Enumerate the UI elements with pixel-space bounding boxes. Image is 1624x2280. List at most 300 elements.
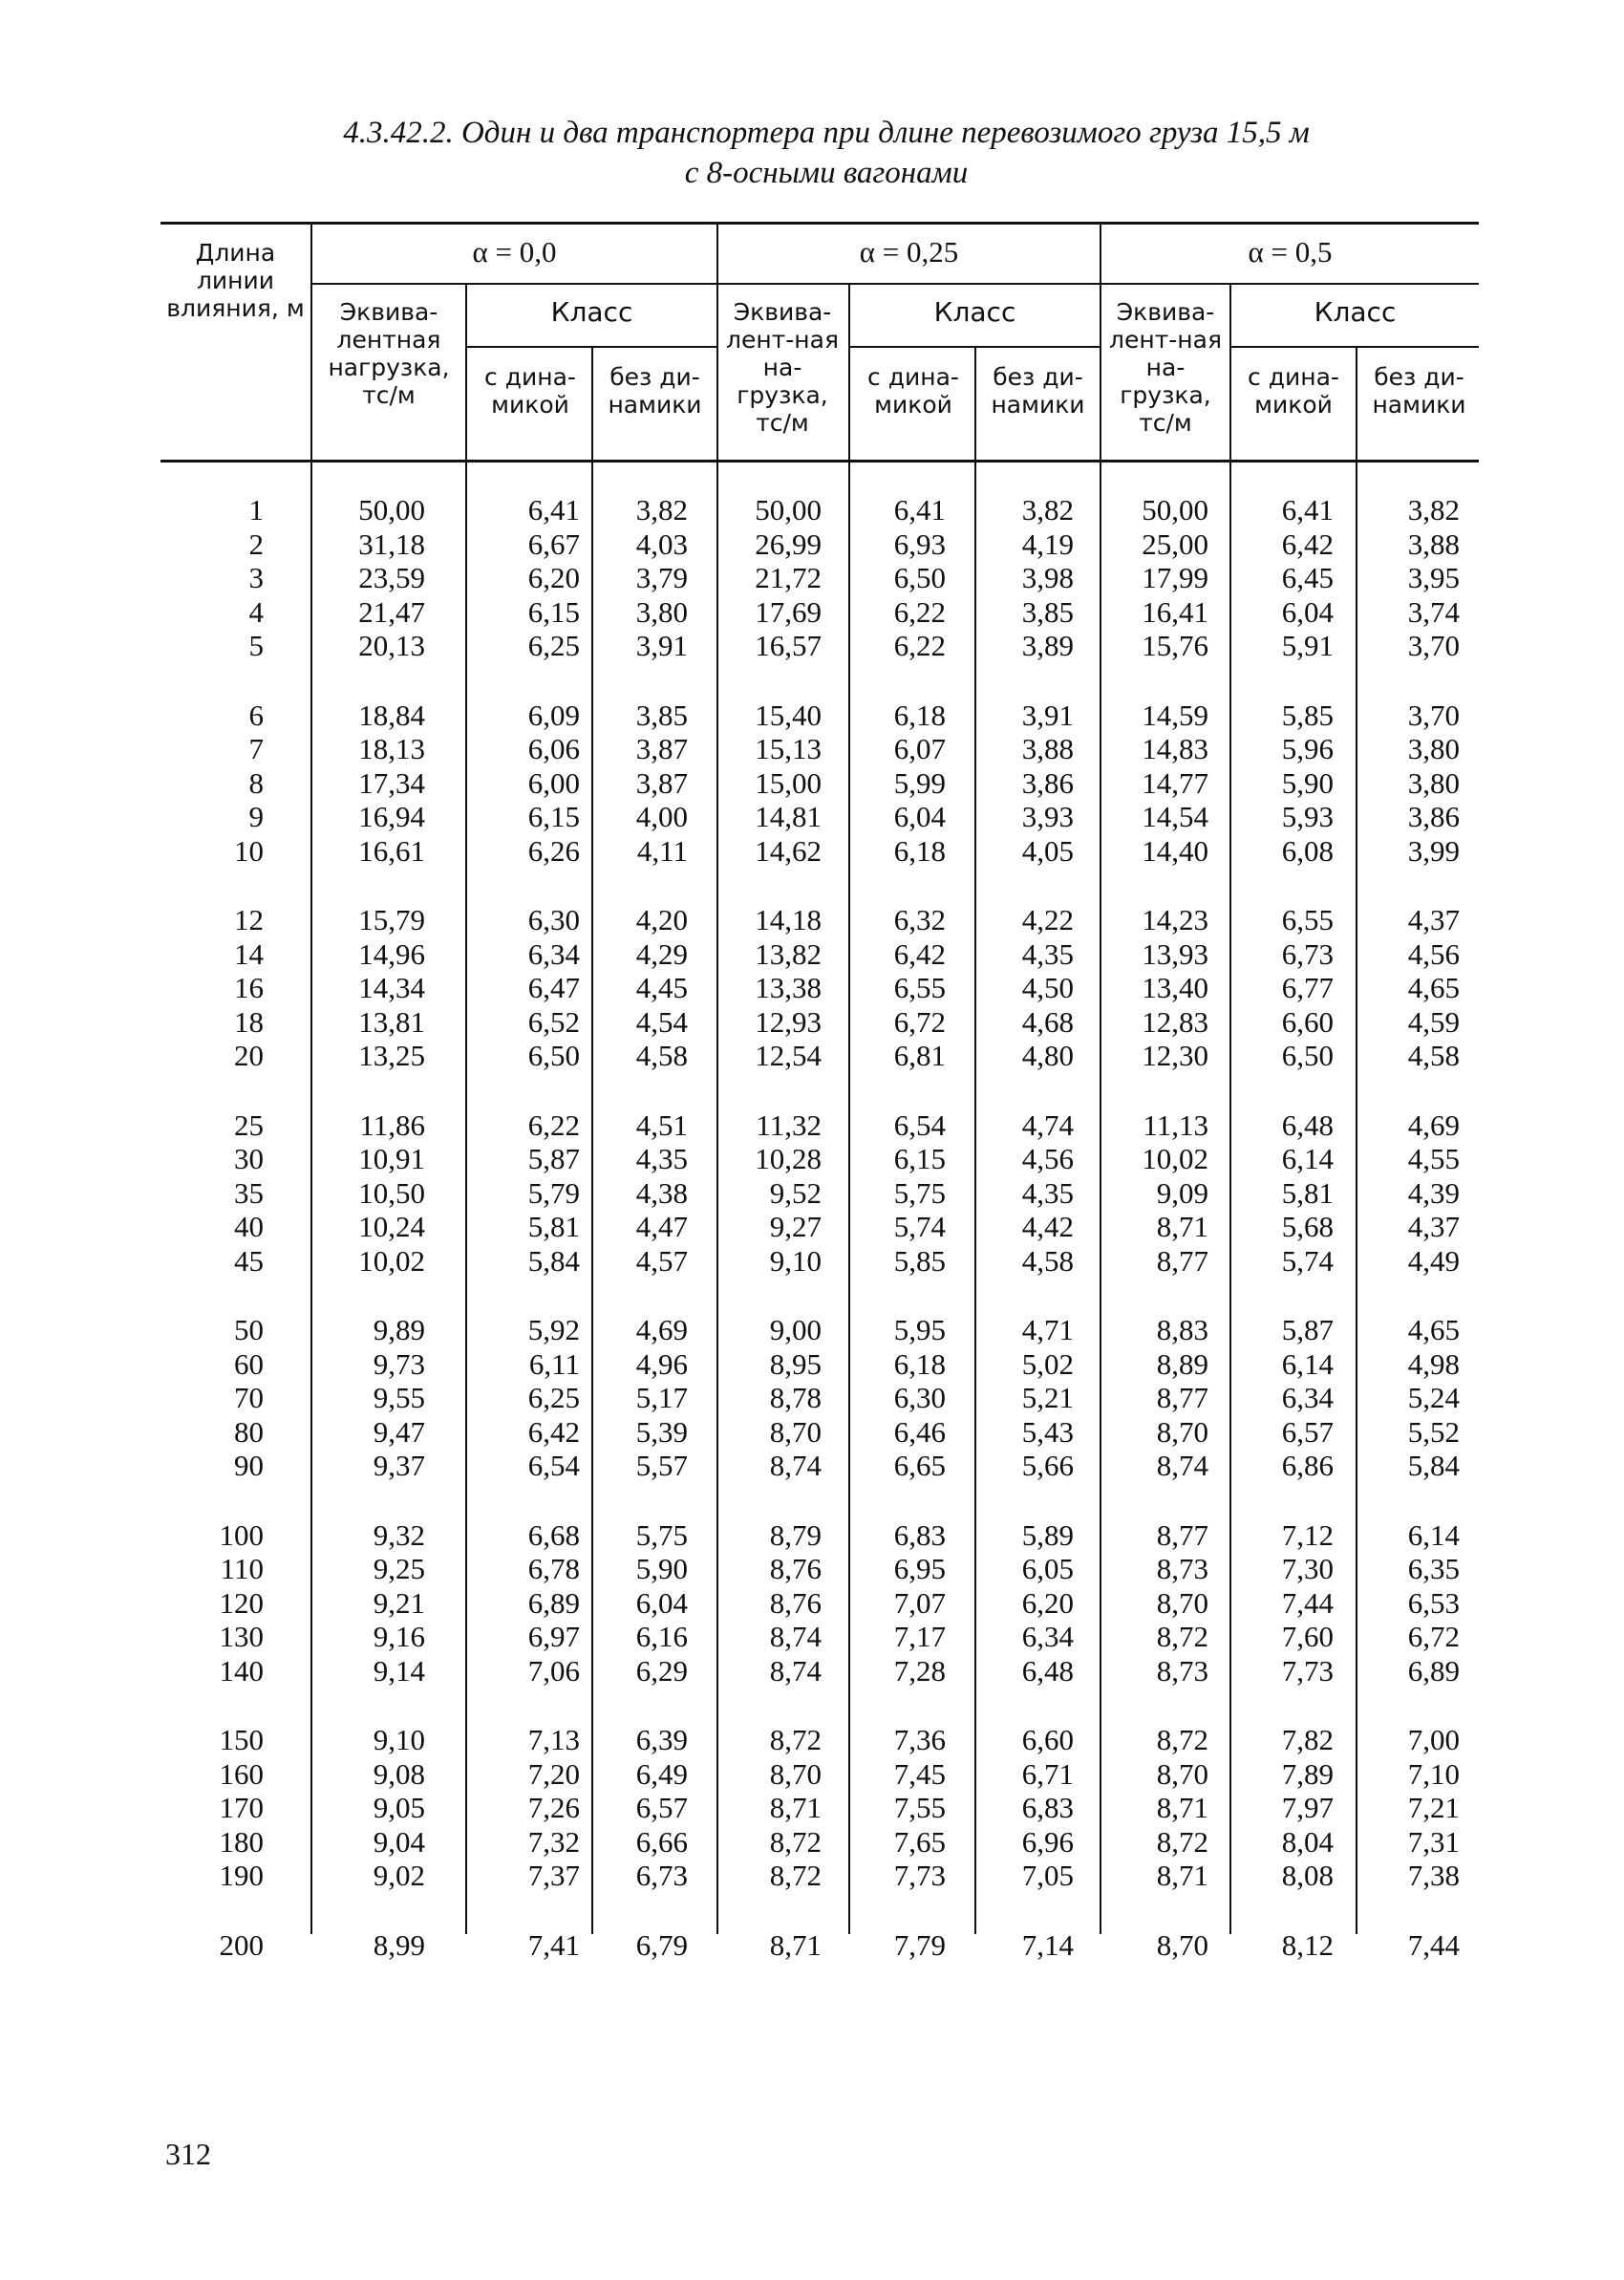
cell-equiv-a05: 14,23 bbox=[1142, 903, 1208, 936]
cell-no-dyn-a0: 4,03 bbox=[635, 527, 688, 561]
cell-with-dyn-a0: 6,06 bbox=[527, 732, 580, 766]
cell-no-dyn-a0: 3,87 bbox=[635, 765, 688, 800]
cell-equiv-a0: 9,04 bbox=[373, 1824, 425, 1859]
cell-no-dyn-a0: 6,49 bbox=[635, 1756, 688, 1791]
cell-equiv-a05: 9,09 bbox=[1156, 1175, 1208, 1210]
cell-equiv-a0: 9,55 bbox=[373, 1381, 425, 1415]
cell-length: 80 bbox=[234, 1414, 264, 1449]
cell-with-dyn-a05: 5,87 bbox=[1281, 1313, 1334, 1346]
cell-length: 180 bbox=[219, 1824, 264, 1859]
cell-with-dyn-a05: 6,77 bbox=[1281, 971, 1334, 1005]
table-title bbox=[0, 113, 1624, 193]
cell-equiv-a025: 14,81 bbox=[755, 800, 822, 834]
cell-equiv-a05: 8,77 bbox=[1156, 1517, 1208, 1552]
cell-no-dyn-a05: 4,65 bbox=[1407, 971, 1460, 1005]
header-equiv-load-0: Эквива-лентная нагрузка, тс/м bbox=[328, 298, 450, 409]
cell-no-dyn-a025: 6,48 bbox=[1021, 1653, 1074, 1688]
cell-equiv-a0: 31,18 bbox=[358, 527, 425, 561]
cell-equiv-a0: 16,94 bbox=[358, 800, 425, 834]
cell-no-dyn-a05: 7,44 bbox=[1407, 1927, 1460, 1962]
cell-with-dyn-a0: 6,15 bbox=[527, 594, 580, 629]
cell-with-dyn-a025: 6,95 bbox=[893, 1552, 946, 1586]
cell-no-dyn-a025: 3,85 bbox=[1021, 594, 1074, 629]
cell-length: 130 bbox=[219, 1620, 264, 1654]
cell-no-dyn-a025: 4,68 bbox=[1021, 1004, 1074, 1039]
cell-equiv-a05: 8,71 bbox=[1156, 1791, 1208, 1825]
cell-no-dyn-a05: 7,10 bbox=[1407, 1756, 1460, 1791]
header-alpha-05: α = 0,5 bbox=[1248, 235, 1333, 269]
cell-equiv-a05: 14,59 bbox=[1142, 698, 1208, 732]
cell-equiv-a0: 9,08 bbox=[373, 1756, 425, 1791]
cell-no-dyn-a0: 6,57 bbox=[635, 1791, 688, 1825]
cell-equiv-a0: 9,37 bbox=[373, 1449, 425, 1483]
cell-with-dyn-a025: 7,28 bbox=[893, 1653, 946, 1688]
cell-equiv-a05: 8,73 bbox=[1156, 1653, 1208, 1688]
cell-with-dyn-a0: 5,87 bbox=[527, 1142, 580, 1176]
cell-equiv-a0: 10,91 bbox=[358, 1142, 425, 1176]
header-no-dynamics-0: без ди-намики bbox=[608, 363, 702, 419]
cell-with-dyn-a025: 6,55 bbox=[893, 971, 946, 1005]
cell-equiv-a0: 20,13 bbox=[358, 629, 425, 663]
cell-with-dyn-a025: 7,65 bbox=[893, 1824, 946, 1859]
cell-with-dyn-a05: 6,42 bbox=[1281, 527, 1334, 561]
cell-length: 9 bbox=[248, 800, 264, 834]
cell-with-dyn-a05: 7,73 bbox=[1281, 1653, 1334, 1688]
cell-length: 60 bbox=[234, 1346, 264, 1381]
cell-no-dyn-a025: 4,42 bbox=[1021, 1210, 1074, 1244]
cell-with-dyn-a025: 6,18 bbox=[893, 1346, 946, 1381]
rule-top bbox=[160, 222, 1479, 225]
cell-no-dyn-a025: 6,20 bbox=[1021, 1585, 1074, 1620]
cell-no-dyn-a0: 4,29 bbox=[635, 936, 688, 971]
cell-with-dyn-a025: 7,36 bbox=[893, 1723, 946, 1756]
cell-no-dyn-a025: 7,05 bbox=[1021, 1859, 1074, 1893]
cell-equiv-a05: 8,77 bbox=[1156, 1243, 1208, 1278]
cell-no-dyn-a025: 3,82 bbox=[1021, 493, 1074, 527]
cell-length: 160 bbox=[219, 1756, 264, 1791]
cell-equiv-a0: 9,05 bbox=[373, 1791, 425, 1825]
cell-equiv-a05: 25,00 bbox=[1142, 527, 1208, 561]
cell-with-dyn-a025: 6,72 bbox=[893, 1004, 946, 1039]
cell-no-dyn-a025: 3,91 bbox=[1021, 698, 1074, 732]
cell-no-dyn-a0: 5,75 bbox=[635, 1517, 688, 1552]
cell-no-dyn-a025: 4,80 bbox=[1021, 1039, 1074, 1073]
cell-with-dyn-a0: 6,22 bbox=[527, 1108, 580, 1142]
cell-equiv-a0: 10,24 bbox=[358, 1210, 425, 1244]
cell-no-dyn-a0: 6,16 bbox=[635, 1620, 688, 1654]
cell-with-dyn-a0: 6,52 bbox=[527, 1004, 580, 1039]
cell-with-dyn-a0: 6,00 bbox=[527, 765, 580, 800]
cell-equiv-a025: 13,38 bbox=[755, 971, 822, 1005]
cell-no-dyn-a05: 4,49 bbox=[1407, 1243, 1460, 1278]
cell-with-dyn-a0: 6,30 bbox=[527, 903, 580, 936]
cell-equiv-a05: 8,73 bbox=[1156, 1552, 1208, 1586]
cell-equiv-a05: 15,76 bbox=[1142, 629, 1208, 663]
cell-with-dyn-a0: 6,34 bbox=[527, 936, 580, 971]
cell-no-dyn-a05: 5,84 bbox=[1407, 1449, 1460, 1483]
cell-equiv-a0: 9,47 bbox=[373, 1414, 425, 1449]
cell-with-dyn-a0: 6,25 bbox=[527, 1381, 580, 1415]
cell-no-dyn-a025: 3,88 bbox=[1021, 732, 1074, 766]
cell-with-dyn-a05: 8,12 bbox=[1281, 1927, 1334, 1962]
cell-with-dyn-a0: 7,13 bbox=[527, 1723, 580, 1756]
cell-with-dyn-a0: 6,68 bbox=[527, 1517, 580, 1552]
cell-no-dyn-a0: 4,00 bbox=[635, 800, 688, 834]
cell-with-dyn-a05: 5,91 bbox=[1281, 629, 1334, 663]
cell-equiv-a025: 15,13 bbox=[755, 732, 822, 766]
cell-with-dyn-a05: 7,60 bbox=[1281, 1620, 1334, 1654]
cell-equiv-a025: 50,00 bbox=[755, 493, 822, 527]
cell-no-dyn-a0: 5,90 bbox=[635, 1552, 688, 1586]
cell-equiv-a05: 8,70 bbox=[1156, 1414, 1208, 1449]
cell-no-dyn-a025: 5,89 bbox=[1021, 1517, 1074, 1552]
cell-equiv-a05: 13,93 bbox=[1142, 936, 1208, 971]
cell-equiv-a025: 8,71 bbox=[769, 1927, 822, 1962]
cell-no-dyn-a05: 4,59 bbox=[1407, 1004, 1460, 1039]
cell-no-dyn-a05: 6,35 bbox=[1407, 1552, 1460, 1586]
cell-no-dyn-a05: 3,70 bbox=[1407, 629, 1460, 663]
cell-length: 7 bbox=[248, 732, 264, 766]
cell-with-dyn-a05: 7,82 bbox=[1281, 1723, 1334, 1756]
cell-equiv-a025: 26,99 bbox=[755, 527, 822, 561]
cell-no-dyn-a05: 3,70 bbox=[1407, 698, 1460, 732]
cell-equiv-a05: 11,13 bbox=[1143, 1108, 1208, 1142]
title-line-2: с 8-осными вагонами bbox=[684, 156, 969, 190]
cell-with-dyn-a025: 7,73 bbox=[893, 1859, 946, 1893]
cell-equiv-a0: 9,16 bbox=[373, 1620, 425, 1654]
cell-length: 50 bbox=[234, 1313, 264, 1346]
cell-no-dyn-a05: 6,72 bbox=[1407, 1620, 1460, 1654]
cell-with-dyn-a05: 7,12 bbox=[1281, 1517, 1334, 1552]
cell-no-dyn-a05: 4,37 bbox=[1407, 1210, 1460, 1244]
cell-length: 100 bbox=[219, 1517, 264, 1552]
cell-equiv-a025: 10,28 bbox=[755, 1142, 822, 1176]
cell-with-dyn-a05: 5,96 bbox=[1281, 732, 1334, 766]
cell-no-dyn-a0: 4,58 bbox=[635, 1039, 688, 1073]
cell-equiv-a0: 9,10 bbox=[373, 1723, 425, 1756]
header-class-0: Класс bbox=[550, 296, 633, 328]
cell-equiv-a05: 8,74 bbox=[1156, 1449, 1208, 1483]
cell-no-dyn-a05: 4,55 bbox=[1407, 1142, 1460, 1176]
cell-equiv-a025: 12,93 bbox=[755, 1004, 822, 1039]
cell-with-dyn-a0: 6,41 bbox=[527, 493, 580, 527]
cell-with-dyn-a05: 6,60 bbox=[1281, 1004, 1334, 1039]
cell-equiv-a05: 8,72 bbox=[1156, 1723, 1208, 1756]
cell-with-dyn-a0: 5,81 bbox=[527, 1210, 580, 1244]
cell-equiv-a025: 8,72 bbox=[769, 1824, 822, 1859]
cell-length: 5 bbox=[248, 629, 264, 663]
cell-no-dyn-a025: 6,34 bbox=[1021, 1620, 1074, 1654]
cell-with-dyn-a025: 6,30 bbox=[893, 1381, 946, 1415]
cell-equiv-a025: 14,62 bbox=[755, 833, 822, 868]
cell-with-dyn-a0: 6,26 bbox=[527, 833, 580, 868]
cell-length: 1 bbox=[248, 493, 264, 527]
cell-no-dyn-a025: 3,89 bbox=[1021, 629, 1074, 663]
cell-no-dyn-a0: 5,39 bbox=[635, 1414, 688, 1449]
cell-no-dyn-a0: 4,38 bbox=[635, 1175, 688, 1210]
cell-equiv-a0: 15,79 bbox=[358, 903, 425, 936]
cell-no-dyn-a025: 4,74 bbox=[1021, 1108, 1074, 1142]
cell-equiv-a025: 8,74 bbox=[769, 1653, 822, 1688]
cell-equiv-a0: 9,14 bbox=[373, 1653, 425, 1688]
cell-equiv-a0: 18,13 bbox=[358, 732, 425, 766]
cell-no-dyn-a0: 5,57 bbox=[635, 1449, 688, 1483]
cell-equiv-a025: 8,72 bbox=[769, 1723, 822, 1756]
cell-equiv-a025: 17,69 bbox=[755, 594, 822, 629]
cell-length: 120 bbox=[219, 1585, 264, 1620]
header-no-dynamics-025: без ди-намики bbox=[991, 363, 1085, 419]
cell-no-dyn-a0: 6,04 bbox=[635, 1585, 688, 1620]
header-length: Длина линии влияния, м bbox=[166, 239, 305, 322]
cell-equiv-a05: 8,70 bbox=[1156, 1585, 1208, 1620]
cell-no-dyn-a0: 4,45 bbox=[635, 971, 688, 1005]
cell-with-dyn-a05: 6,55 bbox=[1281, 903, 1334, 936]
cell-equiv-a05: 8,70 bbox=[1156, 1927, 1208, 1962]
cell-equiv-a0: 13,25 bbox=[358, 1039, 425, 1073]
cell-with-dyn-a05: 5,90 bbox=[1281, 765, 1334, 800]
cell-no-dyn-a025: 5,43 bbox=[1021, 1414, 1074, 1449]
cell-with-dyn-a05: 6,04 bbox=[1281, 594, 1334, 629]
cell-equiv-a025: 9,27 bbox=[769, 1210, 822, 1244]
cell-equiv-a05: 17,99 bbox=[1142, 561, 1208, 595]
cell-with-dyn-a025: 7,79 bbox=[893, 1927, 946, 1962]
cell-with-dyn-a0: 7,41 bbox=[527, 1927, 580, 1962]
cell-length: 8 bbox=[248, 765, 264, 800]
cell-no-dyn-a0: 4,51 bbox=[635, 1108, 688, 1142]
cell-equiv-a0: 9,25 bbox=[373, 1552, 425, 1586]
cell-equiv-a025: 21,72 bbox=[755, 561, 822, 595]
cell-no-dyn-a05: 6,53 bbox=[1407, 1585, 1460, 1620]
cell-with-dyn-a0: 6,97 bbox=[527, 1620, 580, 1654]
cell-with-dyn-a0: 6,42 bbox=[527, 1414, 580, 1449]
cell-with-dyn-a05: 5,81 bbox=[1281, 1175, 1334, 1210]
cell-with-dyn-a0: 6,15 bbox=[527, 800, 580, 834]
cell-with-dyn-a025: 7,55 bbox=[893, 1791, 946, 1825]
cell-no-dyn-a0: 4,35 bbox=[635, 1142, 688, 1176]
cell-no-dyn-a0: 4,20 bbox=[635, 903, 688, 936]
cell-with-dyn-a025: 6,46 bbox=[893, 1414, 946, 1449]
cell-with-dyn-a0: 6,09 bbox=[527, 698, 580, 732]
cell-equiv-a05: 8,72 bbox=[1156, 1620, 1208, 1654]
cell-no-dyn-a025: 4,05 bbox=[1021, 833, 1074, 868]
cell-no-dyn-a025: 6,83 bbox=[1021, 1791, 1074, 1825]
cell-with-dyn-a05: 5,93 bbox=[1281, 800, 1334, 834]
cell-no-dyn-a05: 4,98 bbox=[1407, 1346, 1460, 1381]
cell-no-dyn-a0: 3,85 bbox=[635, 698, 688, 732]
cell-length: 14 bbox=[234, 936, 264, 971]
header-no-dynamics-05: без ди-намики bbox=[1372, 363, 1466, 419]
cell-no-dyn-a025: 3,98 bbox=[1021, 561, 1074, 595]
header-alpha-0: α = 0,0 bbox=[472, 235, 557, 269]
cell-with-dyn-a05: 6,73 bbox=[1281, 936, 1334, 971]
cell-no-dyn-a05: 4,56 bbox=[1407, 936, 1460, 971]
cell-with-dyn-a05: 6,50 bbox=[1281, 1039, 1334, 1073]
cell-equiv-a0: 9,73 bbox=[373, 1346, 425, 1381]
cell-with-dyn-a05: 6,08 bbox=[1281, 833, 1334, 868]
cell-no-dyn-a0: 4,11 bbox=[636, 833, 688, 868]
cell-equiv-a025: 11,32 bbox=[756, 1108, 822, 1142]
cell-with-dyn-a05: 8,04 bbox=[1281, 1824, 1334, 1859]
cell-with-dyn-a025: 6,32 bbox=[893, 903, 946, 936]
cell-no-dyn-a025: 4,22 bbox=[1021, 903, 1074, 936]
cell-length: 190 bbox=[219, 1859, 264, 1893]
cell-with-dyn-a05: 5,68 bbox=[1281, 1210, 1334, 1244]
cell-equiv-a0: 10,50 bbox=[358, 1175, 425, 1210]
cell-with-dyn-a025: 6,81 bbox=[893, 1039, 946, 1073]
cell-with-dyn-a025: 6,41 bbox=[893, 493, 946, 527]
cell-no-dyn-a0: 6,66 bbox=[635, 1824, 688, 1859]
cell-equiv-a05: 8,71 bbox=[1156, 1859, 1208, 1893]
cell-equiv-a025: 8,74 bbox=[769, 1620, 822, 1654]
cell-equiv-a025: 15,40 bbox=[755, 698, 822, 732]
cell-with-dyn-a05: 7,89 bbox=[1281, 1756, 1334, 1791]
cell-equiv-a025: 9,00 bbox=[769, 1313, 822, 1346]
cell-no-dyn-a0: 6,29 bbox=[635, 1653, 688, 1688]
cell-no-dyn-a0: 4,47 bbox=[635, 1210, 688, 1244]
cell-equiv-a05: 8,70 bbox=[1156, 1756, 1208, 1791]
rule-class-3 bbox=[1229, 346, 1479, 348]
cell-no-dyn-a0: 3,91 bbox=[635, 629, 688, 663]
cell-no-dyn-a0: 6,39 bbox=[635, 1723, 688, 1756]
cell-equiv-a0: 9,89 bbox=[373, 1313, 425, 1346]
header-class-05: Класс bbox=[1314, 296, 1397, 328]
cell-equiv-a025: 8,95 bbox=[769, 1346, 822, 1381]
cell-equiv-a0: 18,84 bbox=[358, 698, 425, 732]
cell-no-dyn-a05: 3,82 bbox=[1407, 493, 1460, 527]
cell-equiv-a025: 16,57 bbox=[755, 629, 822, 663]
cell-equiv-a0: 9,02 bbox=[373, 1859, 425, 1893]
cell-with-dyn-a025: 5,75 bbox=[893, 1175, 946, 1210]
cell-with-dyn-a0: 7,06 bbox=[527, 1653, 580, 1688]
cell-with-dyn-a025: 6,18 bbox=[893, 698, 946, 732]
cell-with-dyn-a0: 7,26 bbox=[527, 1791, 580, 1825]
cell-no-dyn-a05: 3,80 bbox=[1407, 732, 1460, 766]
cell-equiv-a025: 8,79 bbox=[769, 1517, 822, 1552]
cell-length: 200 bbox=[219, 1927, 264, 1962]
cell-equiv-a05: 10,02 bbox=[1142, 1142, 1208, 1176]
cell-with-dyn-a025: 6,42 bbox=[893, 936, 946, 971]
cell-no-dyn-a025: 4,56 bbox=[1021, 1142, 1074, 1176]
cell-no-dyn-a0: 3,79 bbox=[635, 561, 688, 595]
cell-equiv-a05: 12,83 bbox=[1142, 1004, 1208, 1039]
cell-length: 70 bbox=[234, 1381, 264, 1415]
cell-length: 6 bbox=[248, 698, 264, 732]
cell-length: 30 bbox=[234, 1142, 264, 1176]
cell-no-dyn-a05: 3,74 bbox=[1407, 594, 1460, 629]
cell-equiv-a0: 17,34 bbox=[358, 765, 425, 800]
cell-with-dyn-a025: 6,54 bbox=[893, 1108, 946, 1142]
cell-no-dyn-a05: 3,95 bbox=[1407, 561, 1460, 595]
header-equiv-load-025: Эквива-лент-ная на-грузка, тс/м bbox=[726, 298, 839, 437]
cell-equiv-a05: 13,40 bbox=[1142, 971, 1208, 1005]
rule-header-bottom bbox=[160, 460, 1479, 462]
cell-with-dyn-a05: 7,44 bbox=[1281, 1585, 1334, 1620]
cell-equiv-a0: 16,61 bbox=[358, 833, 425, 868]
cell-equiv-a0: 11,86 bbox=[359, 1108, 425, 1142]
cell-equiv-a025: 9,52 bbox=[769, 1175, 822, 1210]
cell-no-dyn-a0: 4,69 bbox=[635, 1313, 688, 1346]
cell-with-dyn-a025: 6,65 bbox=[893, 1449, 946, 1483]
cell-with-dyn-a05: 6,86 bbox=[1281, 1449, 1334, 1483]
cell-equiv-a0: 13,81 bbox=[358, 1004, 425, 1039]
cell-equiv-a0: 23,59 bbox=[358, 561, 425, 595]
cell-with-dyn-a025: 6,50 bbox=[893, 561, 946, 595]
cell-equiv-a025: 9,10 bbox=[769, 1243, 822, 1278]
cell-length: 40 bbox=[234, 1210, 264, 1244]
cell-length: 16 bbox=[234, 971, 264, 1005]
cell-no-dyn-a0: 6,79 bbox=[635, 1927, 688, 1962]
cell-with-dyn-a025: 6,93 bbox=[893, 527, 946, 561]
cell-with-dyn-a025: 6,15 bbox=[893, 1142, 946, 1176]
cell-with-dyn-a0: 6,78 bbox=[527, 1552, 580, 1586]
cell-equiv-a025: 8,70 bbox=[769, 1414, 822, 1449]
cell-no-dyn-a05: 3,88 bbox=[1407, 527, 1460, 561]
cell-no-dyn-a05: 7,38 bbox=[1407, 1859, 1460, 1893]
cell-length: 18 bbox=[234, 1004, 264, 1039]
cell-length: 10 bbox=[234, 833, 264, 868]
cell-equiv-a0: 21,47 bbox=[358, 594, 425, 629]
title-line-1: 4.3.42.2. Один и два транспортера при длине перевозимого груза 15,5 м bbox=[343, 116, 1310, 150]
cell-equiv-a025: 8,76 bbox=[769, 1552, 822, 1586]
cell-length: 90 bbox=[234, 1449, 264, 1483]
cell-equiv-a025: 12,54 bbox=[755, 1039, 822, 1073]
cell-no-dyn-a05: 7,00 bbox=[1407, 1723, 1460, 1756]
cell-with-dyn-a05: 7,30 bbox=[1281, 1552, 1334, 1586]
cell-equiv-a0: 14,96 bbox=[358, 936, 425, 971]
cell-with-dyn-a05: 6,14 bbox=[1281, 1142, 1334, 1176]
cell-no-dyn-a05: 6,14 bbox=[1407, 1517, 1460, 1552]
cell-length: 3 bbox=[248, 561, 264, 595]
cell-with-dyn-a0: 6,11 bbox=[528, 1346, 580, 1381]
cell-no-dyn-a025: 4,71 bbox=[1021, 1313, 1074, 1346]
cell-with-dyn-a05: 6,14 bbox=[1281, 1346, 1334, 1381]
cell-no-dyn-a025: 6,71 bbox=[1021, 1756, 1074, 1791]
cell-equiv-a05: 16,41 bbox=[1142, 594, 1208, 629]
cell-no-dyn-a0: 3,87 bbox=[635, 732, 688, 766]
cell-equiv-a0: 14,34 bbox=[358, 971, 425, 1005]
cell-length: 2 bbox=[248, 527, 264, 561]
cell-no-dyn-a025: 4,35 bbox=[1021, 936, 1074, 971]
cell-equiv-a025: 8,72 bbox=[769, 1859, 822, 1893]
header-class-025: Класс bbox=[933, 296, 1016, 328]
cell-with-dyn-a025: 6,07 bbox=[893, 732, 946, 766]
cell-equiv-a0: 10,02 bbox=[358, 1243, 425, 1278]
cell-no-dyn-a025: 4,35 bbox=[1021, 1175, 1074, 1210]
cell-with-dyn-a025: 7,17 bbox=[893, 1620, 946, 1654]
cell-equiv-a025: 8,78 bbox=[769, 1381, 822, 1415]
header-equiv-load-05: Эквива-лент-ная на-грузка, тс/м bbox=[1109, 298, 1222, 437]
cell-with-dyn-a0: 6,20 bbox=[527, 561, 580, 595]
cell-no-dyn-a0: 5,17 bbox=[635, 1381, 688, 1415]
cell-with-dyn-a025: 6,18 bbox=[893, 833, 946, 868]
cell-with-dyn-a0: 7,37 bbox=[527, 1859, 580, 1893]
cell-with-dyn-a025: 5,85 bbox=[893, 1243, 946, 1278]
cell-equiv-a05: 8,71 bbox=[1156, 1210, 1208, 1244]
cell-length: 45 bbox=[234, 1243, 264, 1278]
cell-with-dyn-a025: 6,22 bbox=[893, 629, 946, 663]
cell-equiv-a025: 8,76 bbox=[769, 1585, 822, 1620]
cell-length: 4 bbox=[248, 594, 264, 629]
cell-no-dyn-a05: 3,80 bbox=[1407, 765, 1460, 800]
cell-no-dyn-a025: 5,02 bbox=[1021, 1346, 1074, 1381]
cell-length: 25 bbox=[234, 1108, 264, 1142]
header-alpha-025: α = 0,25 bbox=[859, 235, 959, 269]
cell-equiv-a025: 13,82 bbox=[755, 936, 822, 971]
cell-no-dyn-a05: 5,24 bbox=[1407, 1381, 1460, 1415]
cell-with-dyn-a025: 6,83 bbox=[893, 1517, 946, 1552]
cell-no-dyn-a05: 4,58 bbox=[1407, 1039, 1460, 1073]
cell-no-dyn-a025: 4,50 bbox=[1021, 971, 1074, 1005]
